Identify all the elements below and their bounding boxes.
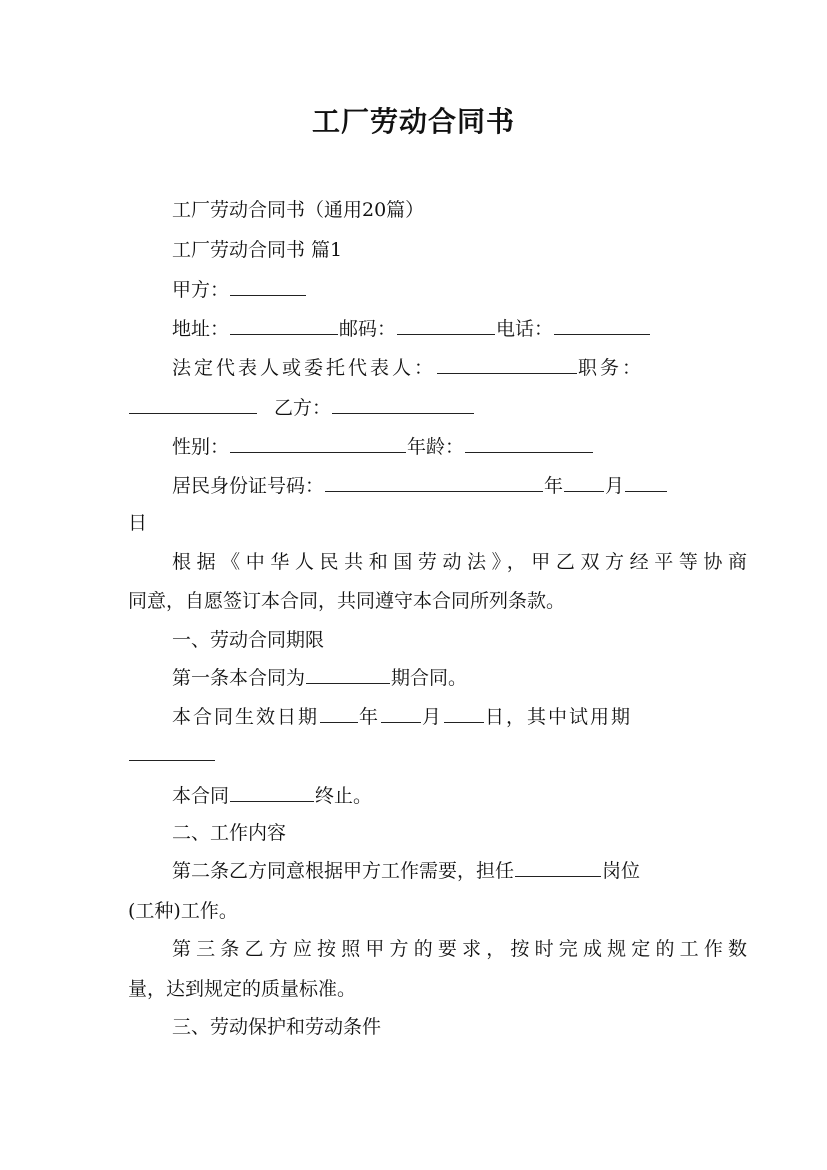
contract-type-blank [306, 662, 390, 684]
article-1-tail: 期合同。 [391, 667, 468, 689]
termination-blank [230, 780, 314, 802]
section-3-heading: 三、劳动保护和劳动条件 [172, 1016, 382, 1038]
section-heading: 工厂劳动合同书 篇1 [172, 239, 343, 261]
gender-label: 性别： [172, 436, 230, 458]
party-a-blank [230, 274, 306, 296]
termination-tail: 终止。 [315, 785, 373, 807]
job-blank [515, 855, 601, 877]
article-1 [128, 658, 747, 698]
legal-rep-line [128, 348, 747, 388]
id-month: 月 [605, 475, 625, 497]
effective-year: 年 [359, 706, 381, 728]
termination-line [128, 776, 747, 816]
article-1-text: 第一条本合同为 [172, 667, 306, 689]
party-b-blank [332, 392, 474, 414]
party-b-label: 乙方： [274, 397, 332, 419]
position-blank [129, 392, 257, 414]
probation-blank [129, 739, 215, 761]
gender-line [128, 427, 747, 467]
id-day-line [128, 503, 703, 543]
effective-date-line [128, 697, 747, 737]
effective-month-blank [381, 701, 421, 723]
article-2-text: 第二条乙方同意根据甲方工作需要，担任 [172, 860, 515, 882]
intro-line-1: 根据《中华人民共和国劳动法》，甲乙双方经平等协商 [172, 551, 747, 573]
legal-rep-blank [437, 352, 577, 374]
address-blank [230, 313, 338, 335]
article-2-cont: (工种)工作。 [128, 900, 238, 922]
phone-blank [554, 313, 650, 335]
id-day: 日 [128, 512, 148, 534]
effective-day-blank [444, 701, 484, 723]
age-blank [465, 431, 593, 453]
party-a-label: 甲方： [172, 279, 230, 301]
postcode-label: 邮码： [339, 318, 397, 340]
id-month-blank [625, 470, 667, 492]
subtitle: 工厂劳动合同书（通用20篇） [172, 199, 425, 221]
section-1-heading: 一、劳动合同期限 [172, 629, 325, 651]
effective-day-probation: 日，其中试用期 [485, 706, 633, 728]
article-3-line-2: 量，达到规定的质量标准。 [128, 978, 357, 1000]
age-label: 年龄： [407, 436, 465, 458]
termination-label: 本合同 [172, 785, 230, 807]
phone-label: 电话： [496, 318, 554, 340]
article-2-post: 岗位 [602, 860, 641, 882]
id-label: 居民身份证号码： [172, 475, 325, 497]
id-blank [325, 470, 543, 492]
party-a-line [128, 270, 747, 310]
id-year: 年 [544, 475, 564, 497]
party-b-line [128, 388, 703, 428]
legal-rep-label: 法定代表人或委托代表人： [172, 357, 437, 379]
id-year-blank [564, 470, 604, 492]
id-line [128, 466, 747, 506]
address-line [128, 309, 747, 349]
effective-month: 月 [422, 706, 444, 728]
article-3-line-1: 第三条乙方应按照甲方的要求，按时完成规定的工作数 [172, 938, 747, 960]
effective-label: 本合同生效日期 [172, 706, 320, 728]
article-2 [128, 851, 747, 891]
effective-year-blank [320, 701, 358, 723]
intro-line-2: 同意，自愿签订本合同，共同遵守本合同所列条款。 [128, 590, 566, 612]
gender-blank [230, 431, 406, 453]
address-label: 地址： [172, 318, 230, 340]
document-title: 工厂劳动合同书 [311, 105, 515, 138]
position-label: 职务： [578, 357, 645, 379]
section-2-heading: 二、工作内容 [172, 822, 287, 844]
probation-line [128, 735, 703, 775]
postcode-blank [397, 313, 495, 335]
